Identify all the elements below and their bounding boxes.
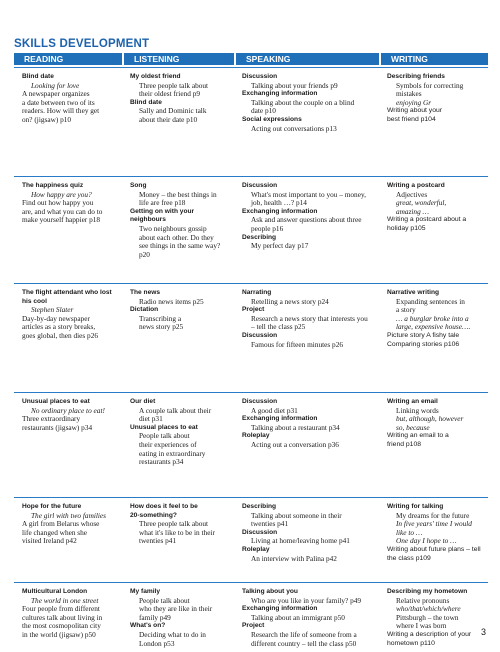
entry xyxy=(242,306,376,332)
entry xyxy=(130,208,231,260)
entry xyxy=(242,208,376,234)
entry-line: A couple talk about their xyxy=(139,405,212,415)
table-cell xyxy=(379,498,488,563)
entry-line: Transcribing a xyxy=(139,313,182,323)
header-speaking: SPEAKING xyxy=(234,53,379,65)
table-cell xyxy=(14,68,122,133)
entry xyxy=(387,503,485,563)
entry-heading: Roleplay xyxy=(242,432,270,440)
header-reading: READING xyxy=(14,53,122,65)
table-cell xyxy=(122,393,234,467)
entry-line: Sally and Dominic talk xyxy=(139,106,207,116)
entry-heading: Our diet xyxy=(130,398,156,405)
entry-heading: Project xyxy=(242,622,265,630)
entry xyxy=(130,503,231,546)
table-cell xyxy=(234,284,379,349)
entry-heading: Getting on with your neighbours xyxy=(130,207,195,224)
entry-heading: My oldest friend xyxy=(130,73,181,80)
entry xyxy=(242,588,376,605)
entry-line: mistakes xyxy=(396,89,422,99)
table-row xyxy=(14,582,488,648)
entry-line: Day-by-day newspaper xyxy=(22,313,90,323)
entry-heading: Dictation xyxy=(130,306,159,314)
entry-line: Deciding what to do in xyxy=(139,629,206,639)
entry-line: who they are like in their xyxy=(139,604,213,614)
entry-heading: The happiness quiz xyxy=(22,182,84,189)
entry-line: Pittsburgh – the town xyxy=(396,612,459,622)
entry-heading: 20-something? xyxy=(130,511,177,519)
entry xyxy=(242,622,376,648)
entry-line: the class p109 xyxy=(387,554,431,562)
entry-line: Three people talk about xyxy=(139,80,209,90)
entry-heading: Discussion xyxy=(242,398,278,405)
entry-line: People talk about xyxy=(139,595,190,605)
entry xyxy=(130,588,231,622)
entry-line: Expanding sentences in xyxy=(396,296,465,306)
table-cell xyxy=(379,68,488,133)
entry xyxy=(242,182,376,208)
entry-line: The world in one street xyxy=(31,595,99,605)
table-cell xyxy=(14,393,122,467)
table-cell xyxy=(122,583,234,648)
table-cell xyxy=(122,284,234,349)
entry-heading: Hope for the future xyxy=(22,503,82,510)
table-cell xyxy=(14,177,122,259)
entry xyxy=(242,90,376,116)
entry-line: what it's like to be in their xyxy=(139,527,215,537)
entry-line: Adjectives xyxy=(396,189,428,199)
column-headers xyxy=(14,53,488,65)
entry-line: Research a news story that interests you xyxy=(251,313,368,323)
entry xyxy=(242,605,376,622)
entry xyxy=(242,332,376,349)
entry xyxy=(242,529,376,546)
table-cell xyxy=(122,498,234,563)
entry xyxy=(242,546,376,563)
entry-heading: Writing for talking xyxy=(387,503,444,510)
table-cell xyxy=(122,177,234,259)
entry-line: Writing about your xyxy=(387,107,443,115)
entry-line: news story p25 xyxy=(139,322,184,332)
entry xyxy=(22,588,119,640)
entry-line: What's most important to you – money, xyxy=(251,189,366,199)
entry-line: In five years' time I would xyxy=(396,519,472,529)
entry-line: job, health …? p14 xyxy=(251,198,307,208)
table-cell xyxy=(122,68,234,133)
header-writing: WRITING xyxy=(379,53,488,65)
entry-line: enjoying Gr xyxy=(396,97,432,107)
entry-line: articles as a story breaks, xyxy=(22,322,96,332)
entry-line: Comparing stories p106 xyxy=(387,340,460,348)
entry-line: Talking about the couple on a blind xyxy=(251,97,355,107)
entry xyxy=(387,289,485,349)
entry-line: twenties p41 xyxy=(139,536,177,546)
entry-line: Famous for fifteen minutes p26 xyxy=(251,339,344,349)
entry-line: My perfect day p17 xyxy=(251,241,309,251)
entry xyxy=(130,289,231,306)
entry-heading: Unusual places to eat xyxy=(130,423,198,431)
entry-line: Who are you like in your family? p49 xyxy=(251,595,362,605)
entry-line: different country – tell the class p50 xyxy=(251,638,357,648)
entry-line: How happy are you? xyxy=(31,189,92,199)
entry-heading: Unusual places to eat xyxy=(22,398,90,405)
entry-line: see things in the same way? xyxy=(139,241,221,251)
entry-line: Research the life of someone from a xyxy=(251,629,357,639)
entry-heading: Blind date xyxy=(130,98,162,106)
entry-line: Linking words xyxy=(396,405,439,415)
entry-line: Three extraordinary xyxy=(22,414,81,424)
entry-heading: Writing a postcard xyxy=(387,182,445,189)
entry-line: Living at home/leaving home p41 xyxy=(251,536,350,546)
entry-heading: Project xyxy=(242,306,265,314)
table-cell xyxy=(379,583,488,648)
entry xyxy=(242,73,376,90)
entry-line: a story xyxy=(396,305,416,315)
entry-heading: Discussion xyxy=(242,182,278,189)
entry-heading: Roleplay xyxy=(242,545,270,553)
entry-heading: his cool xyxy=(22,297,47,305)
entry-line: restaurants p34 xyxy=(139,457,184,467)
entry-heading: Writing an email xyxy=(387,398,438,405)
entry-line: The girl with two families xyxy=(31,510,107,520)
entry-line: A girl from Belarus whose xyxy=(22,519,100,529)
table-cell xyxy=(14,498,122,563)
entry-line: Acting out a conversation p36 xyxy=(251,439,339,449)
entry-heading: Discussion xyxy=(242,331,278,339)
entry xyxy=(387,182,485,234)
entry-line: their experiences of xyxy=(139,439,197,449)
entry xyxy=(22,398,119,432)
entry-line: My dreams for the future xyxy=(396,510,470,520)
entry xyxy=(22,182,119,225)
entry-line: about each other. Do they xyxy=(139,232,214,242)
entry-line: the most cosmopolitan city xyxy=(22,621,101,631)
entry-line: visited Ireland p42 xyxy=(22,536,77,546)
entry-line: where I was born xyxy=(396,621,447,631)
table-cell xyxy=(234,68,379,133)
entry-heading: Song xyxy=(130,182,147,189)
entry-line: A newspaper organizes xyxy=(22,89,90,99)
table-cell xyxy=(234,498,379,563)
entry-heading: Social expressions xyxy=(242,115,302,123)
entry-heading: How does it feel to be xyxy=(130,503,198,510)
entry-line: date p10 xyxy=(251,106,276,116)
entry-heading: Exchanging information xyxy=(242,207,318,215)
entry-line: life are free p18 xyxy=(139,198,186,208)
entry-heading: Describing friends xyxy=(387,73,445,80)
entry-line: p20 xyxy=(139,249,150,259)
entry-line: in the world (jigsaw) p50 xyxy=(22,629,96,639)
entry xyxy=(130,182,231,208)
entry xyxy=(130,622,231,648)
entry-heading: The news xyxy=(130,289,161,296)
entry xyxy=(242,289,376,306)
entry-heading: Exchanging information xyxy=(242,605,318,613)
entry-line: Writing about future plans – tell xyxy=(387,545,481,553)
entry-line: people p16 xyxy=(251,223,284,233)
entry xyxy=(242,116,376,133)
entry-line: make yourself happier p18 xyxy=(22,215,101,225)
entry-line: London p53 xyxy=(139,638,175,648)
entry-heading: Exchanging information xyxy=(242,415,318,423)
entry-line: Talking about an immigrant p50 xyxy=(251,612,345,622)
entry-line: about their date p10 xyxy=(139,114,198,124)
entry-line: Picture story A fishy tale xyxy=(387,331,460,339)
entry-heading: Narrative writing xyxy=(387,289,440,296)
entry-heading: Blind date xyxy=(22,73,54,80)
entry xyxy=(22,289,119,341)
table-row xyxy=(14,283,488,349)
entry-line: Talking about a restaurant p34 xyxy=(251,422,340,432)
entry xyxy=(387,73,485,125)
entry-line: who/that/which/where xyxy=(396,604,461,614)
entry xyxy=(242,432,376,449)
entry-line: Acting out conversations p13 xyxy=(251,123,337,133)
entry xyxy=(130,424,231,467)
entry-line: Retelling a news story p24 xyxy=(251,296,329,306)
entry-line: Stephen Slater xyxy=(31,305,74,315)
entry xyxy=(387,398,485,450)
table-cell xyxy=(379,284,488,349)
entry-line: hometown p110 xyxy=(387,639,435,647)
table-cell xyxy=(234,393,379,467)
entry-line: their oldest friend p9 xyxy=(139,89,200,99)
entry xyxy=(242,503,376,529)
entry xyxy=(130,398,231,424)
entry-line: Radio news items p25 xyxy=(139,296,204,306)
entry-line: Writing a postcard about a xyxy=(387,216,467,224)
entry-line: holiday p105 xyxy=(387,224,426,232)
entry xyxy=(22,73,119,125)
table-row xyxy=(14,497,488,563)
entry-heading: Exchanging information xyxy=(242,90,318,98)
entry-line: … a burglar broke into a xyxy=(396,313,469,323)
entry-line: People talk about xyxy=(139,431,190,441)
entry-heading: My family xyxy=(130,588,161,595)
entry-heading: Describing my hometown xyxy=(387,588,468,595)
entry-line: Writing a description of your xyxy=(387,630,472,638)
entry xyxy=(242,415,376,432)
entry xyxy=(242,234,376,251)
entry-line: but, although, however xyxy=(396,414,464,424)
entry-heading: Describing xyxy=(242,503,277,510)
entry-line: Four people from different xyxy=(22,604,100,614)
entry-heading: The flight attendant who lost xyxy=(22,289,112,296)
entry-line: on? (jigsaw) p10 xyxy=(22,114,72,124)
entry xyxy=(130,73,231,99)
entry-line: Talking about your friends p9 xyxy=(251,80,338,90)
header-listening: LISTENING xyxy=(122,53,234,65)
table-row xyxy=(14,392,488,467)
entry-heading: Discussion xyxy=(242,528,278,536)
entry-line: amazing … xyxy=(396,206,430,216)
entry-line: cultures talk about living in xyxy=(22,612,103,622)
entry-heading: Discussion xyxy=(242,73,278,80)
entry-line: a date between two of its xyxy=(22,97,95,107)
entry xyxy=(130,99,231,125)
table-cell xyxy=(14,583,122,648)
entry-line: Relative pronouns xyxy=(396,595,450,605)
entry-line: are, and what you can do to xyxy=(22,206,103,216)
entry-line: diet p31 xyxy=(139,414,163,424)
entry xyxy=(130,306,231,332)
entry-line: Two neighbours gossip xyxy=(139,223,207,233)
table-cell xyxy=(234,583,379,648)
entry xyxy=(242,398,376,415)
entry xyxy=(387,588,485,648)
entry-line: family p49 xyxy=(139,612,171,622)
entry-line: like to … xyxy=(396,527,423,537)
entry-heading: Multicultural London xyxy=(22,588,88,595)
entry-line: – tell the class p25 xyxy=(251,322,306,332)
entry-heading: Describing xyxy=(242,233,277,241)
entry-line: great, wonderful, xyxy=(396,198,447,208)
entry-line: eating in extraordinary xyxy=(139,448,206,458)
entry-line: best friend p104 xyxy=(387,115,436,123)
table-row xyxy=(14,176,488,259)
page-number: 3 xyxy=(480,627,486,637)
entry-line: Symbols for correcting xyxy=(396,80,464,90)
entry-line: readers. How will they get xyxy=(22,106,100,116)
entry-heading: What's on? xyxy=(130,622,166,630)
page-title: SKILLS DEVELOPMENT xyxy=(14,38,150,50)
table-cell xyxy=(234,177,379,259)
entry-heading: Talking about you xyxy=(242,588,298,595)
entry-line: Looking for love xyxy=(31,80,80,90)
entry-line: so, because xyxy=(396,422,430,432)
entry-line: No ordinary place to eat! xyxy=(31,405,105,415)
table-cell xyxy=(14,284,122,349)
entry-line: friend p108 xyxy=(387,440,422,448)
entry-line: Money – the best things in xyxy=(139,189,217,199)
entry xyxy=(22,503,119,546)
entry-line: twenties p41 xyxy=(251,519,289,529)
entry-heading: Narrating xyxy=(242,289,272,296)
entry-line: One day I hope to … xyxy=(396,536,457,546)
entry-line: Talking about someone in their xyxy=(251,510,342,520)
entry-line: Ask and answer questions about three xyxy=(251,215,362,225)
entry-line: Writing an email to a xyxy=(387,432,449,440)
entry-line: restaurants (jigsaw) p34 xyxy=(22,422,93,432)
entry-line: Three people talk about xyxy=(139,519,209,529)
entry-line: A good diet p31 xyxy=(251,405,298,415)
entry-line: large, expensive house…. xyxy=(396,322,471,332)
entry-line: life changed when she xyxy=(22,527,88,537)
entry-line: An interview with Palina p42 xyxy=(251,553,337,563)
table-cell xyxy=(379,177,488,259)
entry-line: Find out how happy you xyxy=(22,198,94,208)
table-cell xyxy=(379,393,488,467)
table-row xyxy=(14,67,488,133)
entry-line: goes global, then dies p26 xyxy=(22,330,98,340)
